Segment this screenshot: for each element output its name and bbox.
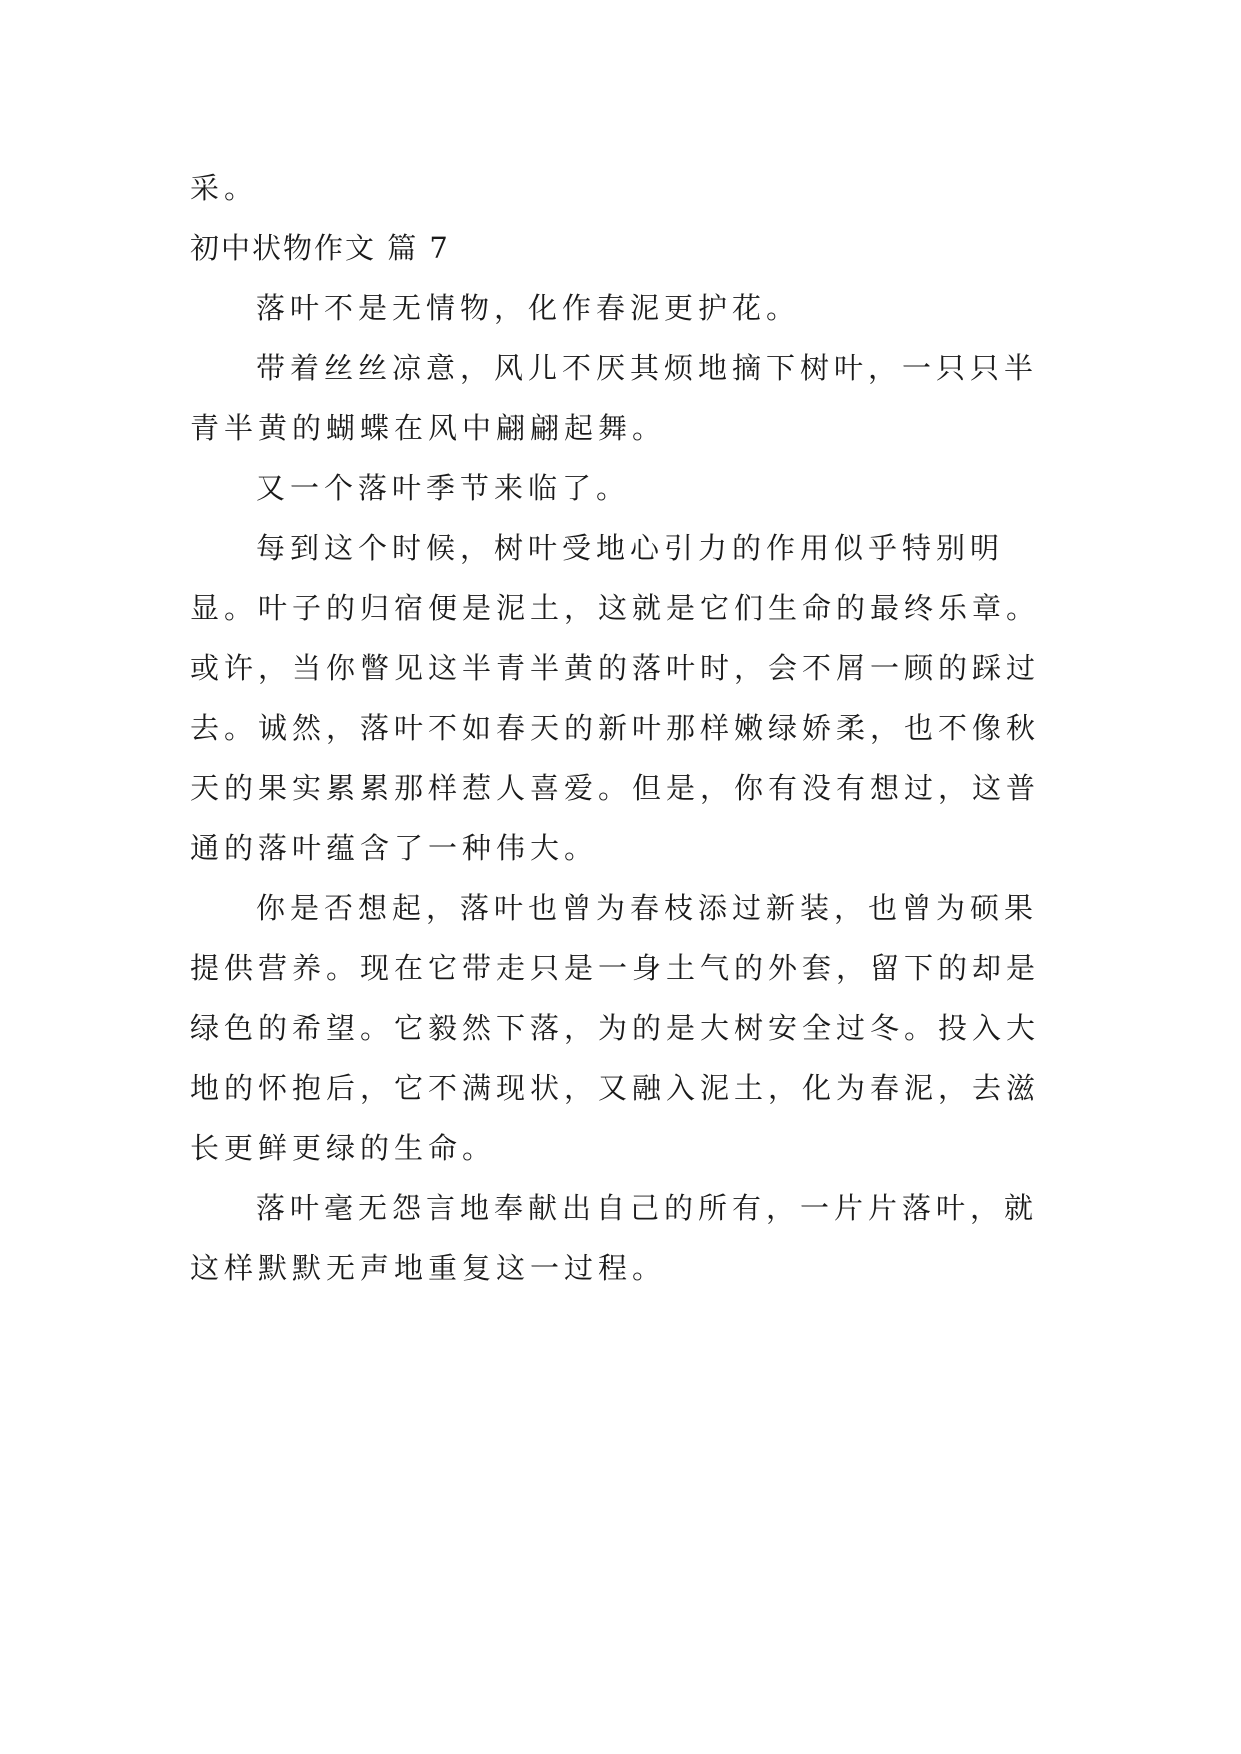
paragraph: 又一个落叶季节来临了。	[256, 471, 631, 505]
paragraph-fragment: 采。	[190, 171, 259, 205]
section-heading: 初中状物作文 篇 7	[190, 231, 450, 265]
paragraph: 落叶不是无情物，化作春泥更护花。	[256, 291, 801, 325]
paragraph: 你是否想起，落叶也曾为春枝添过新装，也曾为硕果提供营养。现在它带走只是一身土气的外套，留下的却是绿色的希望。它毅然下落，为的是大树安全过冬。投入大地的怀抱后，它不满现状，又融入泥土，化为春泥，去滋长更鲜更绿的生命。	[190, 891, 1041, 1165]
paragraph: 带着丝丝凉意，风儿不厌其烦地摘下树叶，一只只半青半黄的蝴蝶在风中翩翩起舞。	[190, 351, 1039, 445]
paragraph: 落叶毫无怨言地奉献出自己的所有，一片片落叶，就这样默默无声地重复这一过程。	[190, 1191, 1039, 1285]
paragraph: 每到这个时候，树叶受地心引力的作用似乎特别明显。叶子的归宿便是泥土，这就是它们生命的最终乐章。或许，当你瞥见这半青半黄的落叶时，会不屑一顾的踩过去。诚然，落叶不如春天的新叶那样嫩绿娇柔，也不像秋天的果实累累那样惹人喜爱。但是，你有没有想过，这普通的落叶蕴含了一种伟大。	[190, 531, 1041, 865]
document-body	[190, 158, 1050, 1298]
